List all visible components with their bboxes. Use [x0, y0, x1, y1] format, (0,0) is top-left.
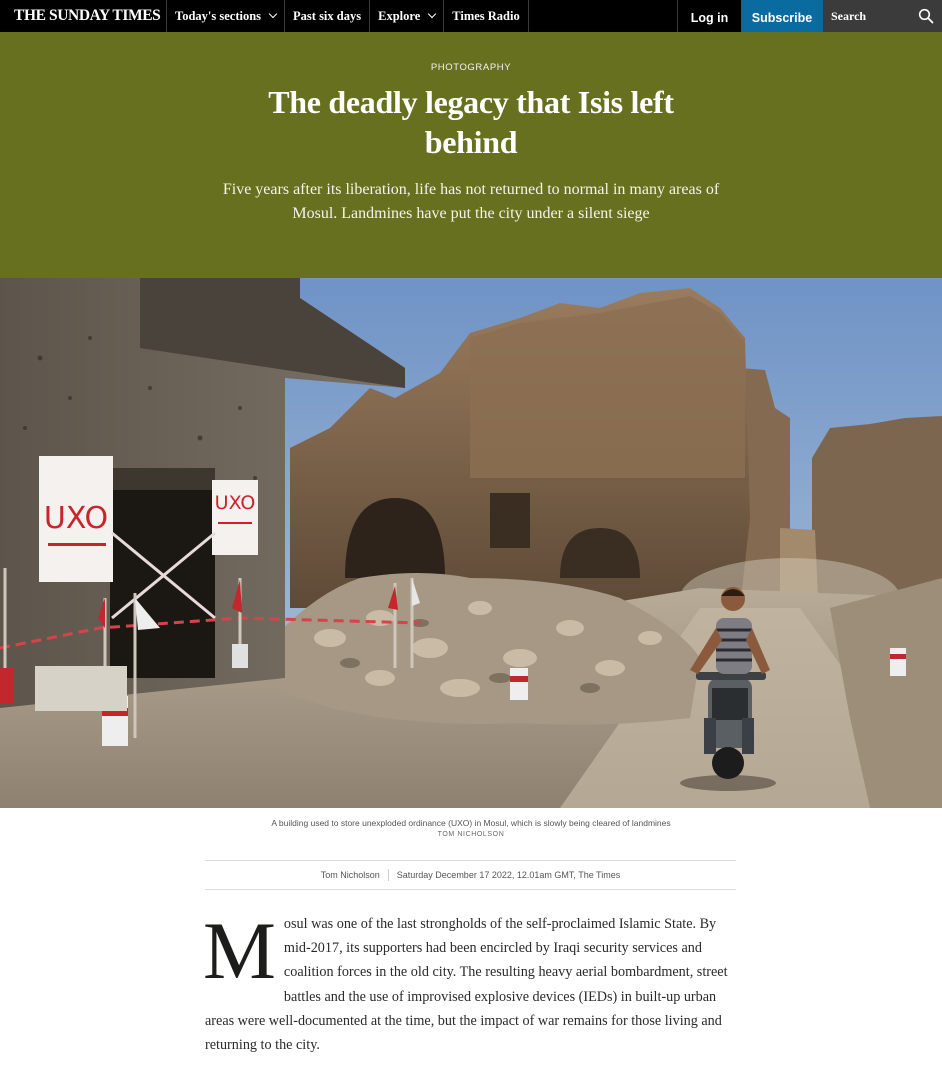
subscribe-button[interactable]: Subscribe [741, 0, 823, 32]
top-navigation [0, 0, 942, 32]
photo-credit: TOM NICHOLSON [437, 831, 505, 838]
article-headline: The deadly legacy that Isis left behind [268, 84, 674, 160]
site-logo[interactable]: THE SUNDAY TIMES [14, 7, 161, 24]
article-hero [0, 32, 942, 278]
login-button[interactable]: Log in [677, 0, 741, 32]
nav-past-six-days[interactable] [284, 0, 369, 32]
article-standfirst: Five years after its liberation, life has not returned to normal in many areas of Mosul. Landmines have put the city under a silent siege [222, 181, 720, 222]
uxo-sign-right-text: UXO [214, 492, 256, 514]
nav-past-six-days-label: Past six days [293, 8, 362, 23]
search-label: Search [831, 8, 867, 23]
search-icon [918, 8, 934, 24]
nav-explore-label: Explore [378, 8, 421, 23]
nav-times-radio-label: Times Radio [452, 8, 520, 23]
section-kicker[interactable]: PHOTOGRAPHY [430, 62, 512, 73]
article-body [203, 905, 736, 1057]
byline-separator [388, 869, 389, 881]
nav-todays-sections-label: Today's sections [175, 8, 262, 23]
nav-spacer [528, 0, 677, 32]
article-paragraph [203, 905, 736, 1057]
photo-caption-text: A building used to store unexploded ordinance (UXO) in Mosul, which is slowly being cleared of landmines [271, 818, 671, 828]
uxo-sign-left-text: UXO [43, 501, 109, 536]
chevron-down-icon [269, 10, 277, 18]
lead-photo-illustration [0, 278, 942, 808]
article-paragraph-text: osul was one of the last strongholds of the self-proclaimed Islamic State. By mid-2017, its supporters had been encircled by Iraqi security services and coalition forces in the old city. The resulting heavy aerial bombardment, street battles and the use of improvised explosive devices (IEDs) in built-up urban areas were well-documented at the time, but the impact of war remains for those living and returning to the city. [205, 916, 728, 1054]
chevron-down-icon [428, 10, 436, 18]
nav-explore[interactable] [369, 0, 443, 32]
publish-date: Saturday December 17 2022, 12.01am GMT, The Times [396, 870, 621, 880]
dropcap: M [203, 905, 276, 996]
author-name[interactable]: Tom Nicholson [320, 870, 380, 880]
lead-photo [0, 278, 942, 808]
photo-caption [0, 818, 942, 840]
article-byline [205, 860, 736, 890]
search-button[interactable] [823, 0, 942, 32]
nav-times-radio[interactable] [443, 0, 528, 32]
nav-todays-sections[interactable] [166, 0, 284, 32]
